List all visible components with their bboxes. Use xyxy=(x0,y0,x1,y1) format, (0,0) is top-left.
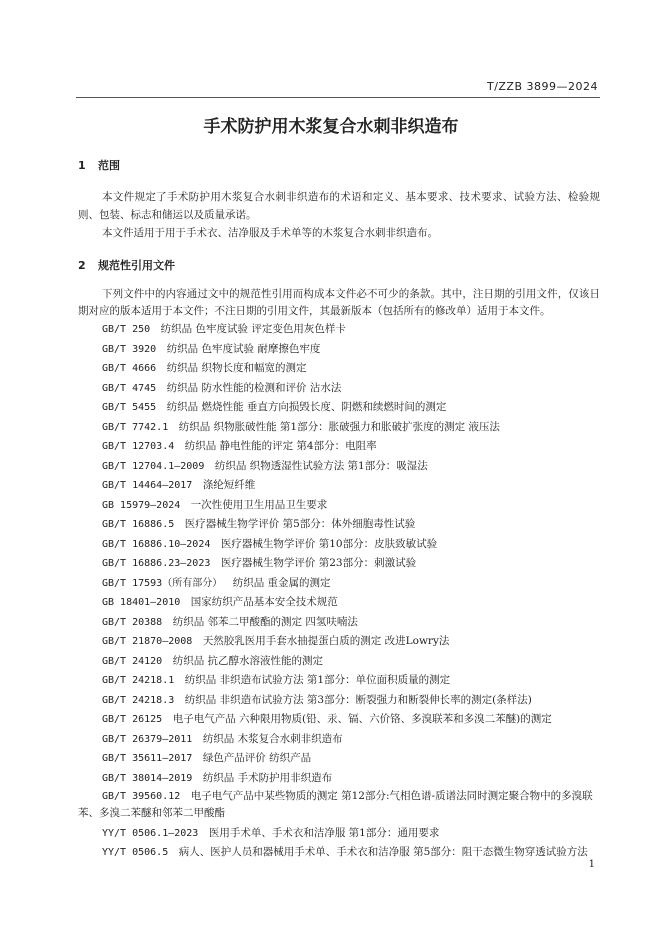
reference-code: GB/T 3920 xyxy=(102,343,157,355)
reference-code: GB/T 24120 xyxy=(102,655,163,667)
reference-title: 纺织品 燃烧性能 垂直方向损毁长度、阴燃和续燃时间的测定 xyxy=(166,401,447,413)
page-number: 1 xyxy=(588,859,595,870)
reference-entry xyxy=(78,730,600,750)
reference-code: GB/T 12704.1—2009 xyxy=(102,460,205,472)
reference-code: GB/T 26125 xyxy=(102,714,163,725)
reference-title: 医疗器械生物学评价 第23部分：刺激试验 xyxy=(220,557,417,569)
reference-entry xyxy=(78,788,600,821)
reference-code: GB 18401—2010 xyxy=(102,597,181,608)
reference-entry xyxy=(78,593,600,613)
reference-entry xyxy=(78,691,600,711)
reference-code: GB/T 38014—2019 xyxy=(102,772,193,784)
reference-title: 国家纺织产品基本安全技术规范 xyxy=(190,596,338,608)
reference-title: 病人、医护人员和器械用手术单、手术衣和洁净服 第5部分：阻干态微生物穿透试验方法 xyxy=(178,845,588,858)
scope-paragraph: 本文件适用于用于手术衣、洁净服及手术单等的木浆复合水刺非织造布。 xyxy=(102,227,438,239)
reference-entry xyxy=(78,457,600,477)
document-body xyxy=(78,158,600,864)
reference-code: GB/T 7742.1 xyxy=(102,421,169,433)
reference-entry xyxy=(78,398,600,418)
reference-code: GB/T 4745 xyxy=(102,382,157,394)
reference-entry xyxy=(78,359,600,379)
reference-title: 纺织品 手术防护用非织造布 xyxy=(202,771,333,784)
reference-entry xyxy=(78,632,600,652)
reference-code: GB/T 24218.3 xyxy=(102,694,175,706)
section-title: 规范性引用文件 xyxy=(98,259,175,272)
section-heading-normative-references xyxy=(78,258,600,274)
reference-title: 涤纶短纤维 xyxy=(202,479,256,491)
reference-entry xyxy=(78,652,600,672)
reference-title: 纺织品 木浆复合水刺非织造布 xyxy=(202,732,343,745)
reference-title: 医疗器械生物学评价 第5部分：体外细胞毒性试验 xyxy=(184,518,416,530)
reference-entry xyxy=(78,574,600,594)
reference-entry xyxy=(78,340,600,360)
reference-title: 纺织品 邻苯二甲酸酯的测定 四氢呋喃法 xyxy=(172,615,358,628)
reference-code: GB/T 35611—2017 xyxy=(102,753,193,764)
references-intro-paragraph: 下列文件中的内容通过文中的规范性引用而构成本文件必不可少的条款。其中，注日期的引用文件，仅该日期对应的版本适用于本文件；不注日期的引用文件，其最新版本（包括所有的修改单）适用于本文件。 xyxy=(78,288,600,317)
reference-title: 纺织品 静电性能的评定 第4部分：电阻率 xyxy=(184,440,377,452)
reference-code: GB/T 24218.1 xyxy=(102,675,175,686)
reference-code: GB/T 5455 xyxy=(102,402,157,413)
document-code: T/ZZB 3899—2024 xyxy=(486,80,598,93)
reference-title: 纺织品 抗乙醇水溶液性能的测定 xyxy=(172,654,324,667)
reference-entry xyxy=(78,320,600,340)
reference-entry xyxy=(78,769,600,789)
reference-code: GB/T 4666 xyxy=(102,363,157,374)
reference-code: GB/T 39560.12 xyxy=(102,791,181,802)
reference-entry xyxy=(78,749,600,769)
reference-title: 纺织品 防水性能的检测和评价 沾水法 xyxy=(166,381,342,394)
reference-code: GB/T 12703.4 xyxy=(102,441,175,452)
reference-code: GB/T 21870—2008 xyxy=(102,636,193,647)
reference-code: GB/T 16886.23—2023 xyxy=(102,558,211,569)
document-title: 手术防护用木浆复合水刺非织造布 xyxy=(203,117,459,137)
reference-code: GB/T 20388 xyxy=(102,616,163,628)
reference-entry xyxy=(78,554,600,574)
reference-title: 纺织品 非织造布试验方法 第3部分：断裂强力和断裂伸长率的测定(条样法) xyxy=(184,693,532,706)
reference-title: 纺织品 织物长度和幅宽的测定 xyxy=(166,362,307,374)
reference-title: 纺织品 非织造布试验方法 第1部分：单位面积质量的测定 xyxy=(184,674,451,686)
reference-title: 纺织品 色牢度试验 耐摩擦色牢度 xyxy=(166,342,321,355)
reference-code: GB 15979—2024 xyxy=(102,499,181,511)
reference-code: GB/T 17593（所有部分） xyxy=(102,577,223,589)
section-number: 2 xyxy=(78,259,86,272)
reference-entry xyxy=(78,613,600,633)
reference-entry xyxy=(78,515,600,535)
reference-code: YY/T 0506.1—2023 xyxy=(102,828,199,839)
reference-code: GB/T 250 xyxy=(102,324,151,335)
header-divider xyxy=(76,97,600,98)
reference-title: 电子电气产品中某些物质的测定 第12部分:气相色谱-质谱法同时测定聚合物中的多溴联苯、多溴二苯醚和邻苯二甲酸酯 xyxy=(78,790,593,819)
reference-entry xyxy=(78,496,600,516)
reference-entry xyxy=(78,476,600,496)
scope-paragraph: 本文件规定了手术防护用木浆复合水刺非织造布的术语和定义、基本要求、技术要求、试验方法、检验规则、包装、标志和储运以及质量承诺。 xyxy=(78,191,600,221)
reference-entry xyxy=(78,437,600,457)
reference-title: 电子电气产品 六种限用物质(铅、汞、镉、六价铬、多溴联苯和多溴二苯醚)的测定 xyxy=(172,713,552,725)
reference-title: 一次性使用卫生用品卫生要求 xyxy=(190,498,328,511)
reference-entry xyxy=(78,535,600,555)
reference-title: 纺织品 色牢度试验 评定变色用灰色样卡 xyxy=(160,323,346,335)
reference-entry xyxy=(78,379,600,399)
reference-title: 绿色产品评价 纺织产品 xyxy=(202,752,312,764)
reference-code: GB/T 14464—2017 xyxy=(102,480,193,491)
reference-title: 医用手术单、手术衣和洁净服 第1部分：通用要求 xyxy=(208,827,440,839)
reference-title: 纺织品 织物胀破性能 第1部分：胀破强力和胀破扩张度的测定 液压法 xyxy=(178,420,500,433)
section-title: 范围 xyxy=(98,159,120,172)
reference-entry xyxy=(78,824,600,844)
reference-code: GB/T 26379—2011 xyxy=(102,733,193,745)
section-heading-scope xyxy=(78,158,600,174)
reference-entry xyxy=(78,710,600,730)
reference-list xyxy=(78,320,600,861)
reference-code: GB/T 16886.10—2024 xyxy=(102,538,211,550)
reference-entry xyxy=(78,418,600,438)
reference-title: 医疗器械生物学评价 第10部分：皮肤致敏试验 xyxy=(220,537,438,550)
reference-entry xyxy=(78,671,600,691)
section-number: 1 xyxy=(78,159,86,172)
reference-title: 纺织品 重金属的测定 xyxy=(232,576,331,589)
reference-title: 纺织品 织物透湿性试验方法 第1部分：吸湿法 xyxy=(214,459,428,472)
reference-code: YY/T 0506.5 xyxy=(102,846,169,858)
reference-code: GB/T 16886.5 xyxy=(102,519,175,530)
reference-title: 天然胶乳医用手套水抽提蛋白质的测定 改进Lowry法 xyxy=(202,635,450,647)
reference-entry xyxy=(78,844,600,861)
